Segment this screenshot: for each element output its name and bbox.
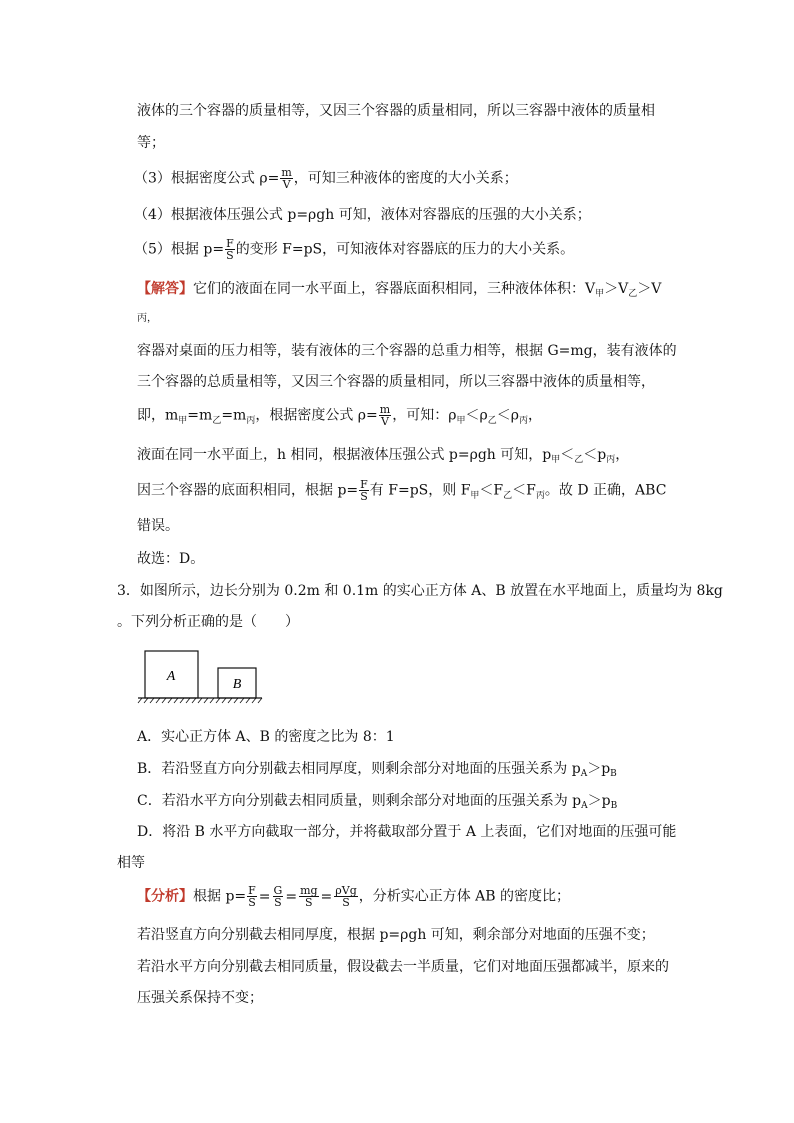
cube-a-label: A	[166, 669, 176, 684]
text-line: 等；	[137, 135, 165, 151]
analysis-line-1: 【分析】根据 p= $\frac{F}{S}$ = $\frac{G}{S}$ = $\frac{mg}{S}$ = $\frac{\text{ρVg}}{S}$ ，分析实心正方体 AB 的密度比；	[137, 884, 571, 909]
cube-diagram	[134, 645, 264, 705]
option-c[interactable]: C．若沿水平方向分别截去相同质量，则剩余部分对地面的压强关系为 $p_A>p_B$	[137, 793, 618, 811]
answer-line-5: 即，$m_甲=m_乙=m_丙$，根据密度公式 ρ= $\frac{m}{V}$ ，可知：$\rho_甲<\rho_乙<\rho_丙$，	[137, 403, 542, 428]
text-line: 若沿竖直方向分别截去相同厚度，根据 p=ρgh 可知，剩余部分对地面的压强不变；	[137, 927, 655, 943]
text-line: 液体的三个容器的质量相等，又因三个容器的质量相同，所以三容器中液体的质量相	[137, 103, 655, 119]
text-line: 容器对桌面的压力相等，装有液体的三个容器的总重力相等，根据 G=mg，装有液体的	[137, 343, 677, 359]
answer-line-6: 液面在同一水平面上，h 相同，根据液体压强公式 p=ρgh 可知，$p_甲<_乙<p_丙$，	[137, 447, 630, 465]
fraction: $\frac{F}{S}$	[226, 237, 234, 262]
option-d[interactable]: D．将沿 B 水平方向截取一部分，并将截取部分置于 A 上表面，它们对地面的压强可能	[137, 824, 677, 840]
text-line: 若沿水平方向分别截去相同质量，假设截去一半质量，它们对地面压强都减半，原来的	[137, 959, 669, 975]
ground-hatch	[138, 698, 262, 703]
option-b[interactable]: B．若沿竖直方向分别截去相同厚度，则剩余部分对地面的压强关系为 $p_A>p_B$	[137, 761, 617, 779]
answer-result: 故选：D。	[137, 551, 205, 567]
answer-line-2: 丙，	[137, 313, 157, 324]
fraction: $\frac{m}{V}$	[379, 403, 391, 428]
question-3-stem: 。下列分析正确的是（ ）	[117, 614, 299, 630]
question-3-stem: 3．如图所示，边长分别为 0.2m 和 0.1m 的实心正方体 A、B 放置在水平地面上，质量均为 8kg	[117, 583, 723, 599]
answer-label: 【解答】	[137, 281, 193, 297]
cube-b-label: B	[232, 677, 242, 692]
analysis-label: 【分析】	[137, 888, 193, 905]
option-a[interactable]: A．实心正方体 A、B 的密度之比为 8：1	[137, 729, 395, 745]
fraction: $\frac{G}{S}$	[273, 884, 283, 909]
answer-line-7: 因三个容器的底面积相同，根据 p= $\frac{F}{S}$ 有 F=pS，则 $F_甲<F_乙<F_丙$。故 D 正确，ABC	[137, 478, 667, 503]
fraction: $\frac{F}{S}$	[360, 478, 368, 503]
text-line: 三个容器的总质量相等，又因三个容器的质量相同，所以三容器中液体的质量相等，	[137, 374, 655, 390]
option-d-cont: 相等	[117, 855, 145, 871]
item-3: （3）根据密度公式 ρ= $\frac{m}{V}$ ，可知三种液体的密度的大小关系；	[134, 166, 518, 191]
text-line: 错误。	[137, 518, 179, 534]
item-5: （5）根据 p= $\frac{F}{S}$ 的变形 F=pS，可知液体对容器底的压力的大小关系。	[134, 237, 575, 262]
fraction: $\frac{\text{ρVg}}{S}$	[335, 884, 357, 909]
fraction: $\frac{F}{S}$	[248, 884, 256, 909]
answer-line-1: 【解答】它们的液面在同一水平面上，容器底面积相同，三种液体体积：$V_甲>V_乙>V$	[137, 281, 662, 299]
fraction: $\frac{mg}{S}$	[300, 884, 318, 909]
fraction: $\frac{m}{V}$	[281, 166, 292, 191]
item-4: （4）根据液体压强公式 p=ρgh 可知，液体对容器底的压强的大小关系；	[134, 207, 591, 223]
text-line: 压强关系保持不变；	[137, 990, 263, 1006]
